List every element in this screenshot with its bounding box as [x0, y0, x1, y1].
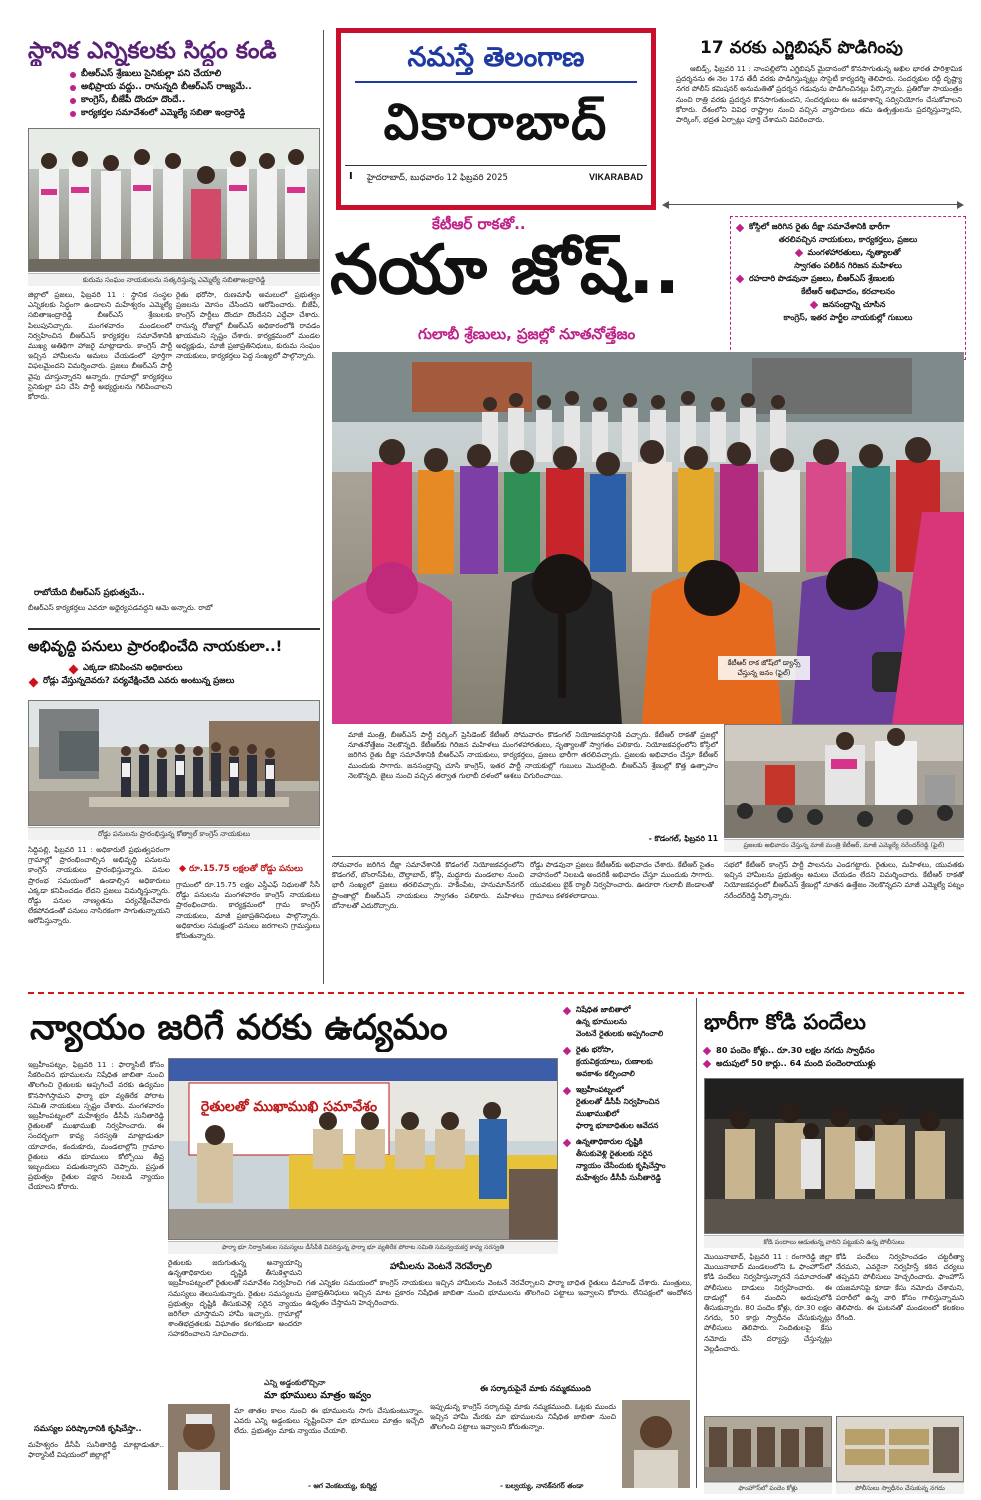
lead-bottom-col2: రోడ్డు పొడవునా ప్రజలు కేటీఆర్‌కు అభివాదం చేశారు. కేటీఆర్ సైతం వాహనంలో నిలబడి అందరికీ అభివాదం చేస్తూ ముందుకు సాగారు. యువకులు బైక్ ర్యాలీ నిర్వహించారు. ఊరూరా గులాబీ జెండాలతో గ్రామాలు కళకళలాడాయి. — [530, 860, 714, 900]
bullet-continuation: స్వాగతం పలికిన గిరిజన మహిళలు — [794, 261, 902, 270]
lead-bottom-col3: సభలో కేటీఆర్ కాంగ్రెస్ పార్టీ పాలనను ఎండగట్టారు. రైతులు, మహిళలు, యువతకు ఇచ్చిన హామీలను ప్రభుత్వం అమలు చేయడం లేదని విమర్శించారు. కేటీఆర్ రాకతో నియోజకవర్గంలో బీఆర్ఎస్ శ్రేణుల్లో నూతన ఉత్తేజం నెలకొన్నదని మాజీ ఎమ్మెల్యే పట్నం నరేందర్‌రెడ్డి పేర్కొన్నారు. — [724, 860, 964, 900]
bullet-diamond-icon — [563, 1007, 571, 1015]
dev-story-photo-caption: రోడ్డు పనులను ప్రారంభిస్తున్న కోత్వాల్ కాంగ్రెస్ నాయకులు — [28, 827, 320, 840]
bullet-continuation: వెంటనే రైతులకు అప్పగించాలి — [576, 1029, 664, 1038]
lead-side-photo-caption: ప్రజలకు అభివాదం చేస్తున్న మాజీ మంత్రి కేటీఆర్, మాజీ ఎమ్మెల్యే నరేందర్‌రెడ్డి (ఫైల్) — [724, 839, 964, 852]
bullet-item: కోస్గిలో జరిగిన రైతు దీక్షా సమావేశానికి భారీగా — [737, 221, 959, 233]
cash-photo — [837, 1417, 964, 1482]
farmer-portrait-2 — [622, 1400, 690, 1488]
bullet-continuation: అవకాశం కల్పించాలి — [576, 1069, 635, 1078]
group-felicitation-photo — [29, 129, 320, 272]
bullet-item: ఎక్కడా కనిపించని అధికారులు — [70, 662, 320, 675]
bullet-diamond-icon — [703, 1047, 711, 1055]
quote-kicker: ఈ సర్కారుపైనే మాకు నమ్మకముంది — [480, 1384, 591, 1393]
right-top-headline: 17 వరకు ఎగ్జిబిషన్ పొడిగింపు — [700, 38, 903, 58]
bullet-dot-icon — [70, 111, 76, 117]
bullet-item: రోడ్లు వేస్తున్నదెవరు? పర్యవేక్షించేది ఎవరు అంటున్న ప్రజలు — [30, 675, 320, 688]
lead-main-photo — [332, 352, 964, 724]
lead-bottom-col1: సోమవారం జరిగిన దీక్షా సమావేశానికి కొడంగల్ నియోజకవర్గంలోని కొడంగల్, బొంరాస్‌పేట, దౌల్తాబాద్, కోస్గి, మద్దూరు మండలాల నుంచి భారీ సంఖ్యలో ప్రజలు తరలివచ్చారు. హకీంపేట, హనుమాన్‌నగర్ ప్రాంతాల్లో బీఆర్ఎస్ నాయకులు స్వాగతం పలికారు. మహిళలు బోనాలతో ఎదురొచ్చారు. — [332, 860, 524, 910]
bullet-item: ఇబ్రహీంపట్నంలో — [564, 1084, 690, 1096]
bullet-diamond-icon — [736, 224, 744, 232]
bullet-item: మంగళహారతులు, నృత్యాలతో — [737, 246, 959, 259]
cock-headline: భారీగా కోడి పందేలు — [704, 1010, 866, 1034]
lead-bullets-box — [730, 216, 966, 360]
bullet-item: రైతు భరోసా, — [564, 1044, 690, 1056]
bullet-continuation: రైతులతో డీసీపీ నిర్వహించిన — [576, 1097, 660, 1106]
farmer-portrait-1 — [168, 1404, 230, 1490]
arrow-divider — [662, 201, 964, 209]
left-story-subhead: రాబోయేది బీఆర్ఎస్ ప్రభుత్వమే.. — [34, 588, 145, 598]
bullet-diamond-icon — [29, 678, 39, 688]
left-story-photo — [28, 128, 320, 272]
lead-subtitle: గులాబీ శ్రేణులు, ప్రజల్లో నూతనోత్తేజం — [418, 325, 636, 343]
bullet-continuation: కేటీఆర్ అభివాదం, కరచాలనం — [801, 287, 895, 296]
quote-box-1 — [168, 1378, 424, 1494]
cock-photo-caption: కోడి పందాలు ఆడుతున్న వారిని పట్టుకుని ఉన్న పోలీసులు — [704, 1235, 964, 1248]
masthead-dateline: హైదరాబాద్, బుధవారం 12 ఫిబ్రవరి 2025 — [367, 173, 508, 183]
lead-side-photo — [724, 724, 964, 838]
bullet-item: నిషేధిత జాబితాలో — [564, 1004, 690, 1016]
left-story-bullets — [70, 68, 320, 120]
left-story-body-col1: జిల్లాలో ప్రజలు, ఫిబ్రవరి 11 : స్థానిక సంస్థల ఎన్నికలకు సిద్ధంగా ఉండాలని మహేశ్వరం ఎమ్మెల్యే సబితాఇంద్రారెడ్డి బీఆర్ఎస్ శ్రేణులకు పిలుపునిచ్చారు. మంగళవారం మండలంలో నిర్వహించిన బీఆర్ఎస్ కార్యకర్తల సమావేశానికి ముఖ్య అతిథిగా హాజరై మాట్లాడారు. కాంగ్రెస్ పార్టీ ఇచ్చిన హామీలను అమలు చేయడంలో పూర్తిగా విఫలమైందని విమర్శించారు. ప్రజలు బీఆర్ఎస్ పార్టీ వైపు చూస్తున్నారని అన్నారు. గ్రామాల్లో కార్యకర్తలు సైనికుల్లా పని చేసి పార్టీ అభ్యర్థులను గెలిపించాలని కోరారు. — [28, 290, 172, 402]
left-story-body-end: బీఆర్ఎస్ కార్యకర్తలు ఎవరూ అధైర్యపడవద్దని ఆమె అన్నారు. రాబో — [28, 603, 213, 612]
bullet-diamond-icon — [563, 1087, 571, 1095]
justice-bullets-box — [562, 1000, 692, 1270]
bullet-continuation: ఉన్న భూములను — [576, 1017, 627, 1026]
bullet-diamond-icon — [794, 249, 802, 257]
cock-photo-2 — [704, 1416, 832, 1482]
justice-body-col3: గత ఎన్నికల సమయంలో కాంగ్రెస్ నాయకులు ఇచ్చిన హామీలను వెంటనే నెరవేర్చాలని ఫార్మా బాధిత రైతులు డిమాండ్ చేశారు. మంత్రులు, ప్రజాప్రతినిధులు ఇచ్చిన మాట ప్రకారం నిషేధిత జాబితా నుంచి భూములను తొలగించి పట్టాలు ఇవ్వాలని కోరారు. లేనిపక్షంలో ఆందోళన ఉధృతం చేస్తామని హెచ్చరించారు. — [306, 1278, 692, 1308]
bullet-diamond-icon — [179, 865, 186, 872]
left-story-headline: స్థానిక ఎన్నికలకు సిద్ధం కండి — [28, 38, 277, 64]
bullet-diamond-icon — [736, 275, 744, 283]
quote-text: ఇప్పుడున్న కాంగ్రెస్ సర్కారుపై మాకు నమ్మకముంది. ఓట్లకు ముందు ఇచ్చిన హామీ మేరకు మా భూములను నిషేధిత జాబితా నుంచి తొలగించి పట్టాలు ఇవ్వాలని కోరుతున్నాం. — [430, 1402, 616, 1432]
bullet-continuation: కాంగ్రెస్, ఇతర పార్టీల నాయకుల్లో గుబులు — [783, 313, 913, 322]
quote-title: మా భూములు మాత్రం ఇవ్వం — [264, 1390, 372, 1401]
dev-story-bullets — [43, 662, 320, 688]
lead-kicker: కేటీఆర్ రాకతో.. — [432, 215, 526, 233]
lead-byline: - కొడంగల్, ఫిబ్రవరి 11 — [648, 834, 718, 843]
bullet-diamond-icon — [69, 665, 79, 675]
bullet-continuation: తరలివచ్చిన నాయకులు, కార్యకర్తలు, ప్రజలు — [778, 235, 918, 244]
quote-kicker: ఎన్ని అడ్డంకులొచ్చినా — [264, 1378, 326, 1387]
bullet-diamond-icon — [563, 1139, 571, 1147]
dancing-crowd-photo — [332, 352, 964, 724]
masthead-edition-en: VIKARABAD — [589, 172, 643, 182]
bullet-item: జనసంద్రాన్ని చూసిన — [737, 298, 959, 311]
roosters-photo — [705, 1417, 832, 1482]
bullet-item: అదుపులో 50 కార్లు.. 64 మంది పందెంరాయుళ్లు — [704, 1057, 966, 1070]
quote-byline: - బల్వయ్య, నానక్‌నగర్ తండా — [500, 1482, 584, 1490]
dev-story-body-col1: సిద్దిపల్లి, ఫిబ్రవరి 11 : అధికారులే ప్రభుత్వపరంగా గ్రామాల్లో ప్రారంభించాల్సిన అభివృద్ధి పనులను కాంగ్రెస్ నాయకులు ప్రారంభిస్తున్నారు. పనుల ప్రారంభ సమయంలో ఉండాల్సిన అధికారులు ఎక్కడా కనిపించడం లేదని ప్రజలు విమర్శిస్తున్నారు. రోడ్డు పనుల నాణ్యతను పర్యవేక్షించేవారు లేకపోవడంతో పనులు నాసిరకంగా సాగుతున్నాయని ఆరోపిస్తున్నారు. — [28, 845, 170, 926]
bullet-continuation: క్రయవిక్రయాలు, రుణాలకు — [576, 1057, 653, 1066]
justice-banner-text: రైతులతో ముఖాముఖి సమావేశం — [200, 1099, 378, 1115]
bullet-item: బీఆర్ఎస్ శ్రేణులు సైనికుల్లా పని చేయాలి — [70, 68, 320, 81]
cock-photo-3-caption: పోలీసులు స్వాధీనం చేసుకున్న నగదు — [836, 1482, 964, 1494]
bullet-diamond-icon — [809, 301, 817, 309]
cock-photo-3 — [836, 1416, 964, 1482]
lead-headline: నయా జోష్.. — [330, 231, 680, 310]
bullet-continuation: ఫార్మా భూబాధితుల ఆవేదన — [576, 1121, 659, 1130]
bullet-diamond-icon — [703, 1060, 711, 1068]
justice-photo — [168, 1058, 558, 1240]
cock-photo — [704, 1078, 964, 1234]
lead-body-intro: మాజీ మంత్రి, బీఆర్ఎస్ పార్టీ వర్కింగ్ ప్రెసిడెంట్ కేటీఆర్ సోమవారం కొడంగల్ నియోజకవర్గానికి వచ్చారు. కేటీఆర్ రాకతో ప్రజల్లో నూతనోత్తేజం నెలకొన్నది. కేటీఆర్‌కు గిరిజన మహిళలు మంగళహారతులు, నృత్యాలతో స్వాగతం పలికారు. నియోజకవర్గంలోని కోస్గిలో జరిగిన రైతు దీక్షా సమావేశానికి బీఆర్ఎస్ నాయకులు, కార్యకర్తలు, ప్రజలు భారీగా తరలివచ్చారు. ప్రజలకు అభివాదం చేస్తూ కేటీఆర్ ముందుకు సాగారు. జనసంద్రాన్ని చూసి కాంగ్రెస్, ఇతర పార్టీ నాయకుల్లో గుబులు మొదలైంది. బీఆర్ఎస్ శ్రేణుల్లో కొత్త ఉత్సాహం నెలకొన్నది. జైలు నుంచి వచ్చిన తర్వాత గులాబీ దళంలో ఆశలు చిగురించాయి. — [348, 730, 718, 780]
ktr-greeting-photo — [725, 725, 964, 838]
bullet-continuation: ముఖాముఖిలో — [576, 1109, 620, 1118]
police-raid-photo — [705, 1079, 964, 1234]
bullet-item: కాంగ్రెస్, బీజేపీ దొందూ దొందే.. — [70, 94, 320, 107]
bullet-item: 80 పందెం కోళ్లు.. రూ.30 లక్షల నగదు స్వాధీనం — [704, 1044, 966, 1057]
bullet-diamond-icon — [563, 1047, 571, 1055]
justice-headline: న్యాయం జరిగే వరకు ఉద్యమం — [30, 1008, 448, 1048]
left-story-photo-caption: కురుమ సంఘం నాయకులను సత్కరిస్తున్న ఎమ్మెల్యే సబితాఇంద్రారెడ్డి — [28, 273, 320, 286]
cock-body-col1: మొయినాబాద్, ఫిబ్రవరి 11 : రంగారెడ్డి జిల్లా మొయినాబాద్ మండలంలోని ఓ ఫాంహౌస్‌లో కోడి పందేలు నిర్వహిస్తున్నారనే సమాచారంతో పోలీసులు దాడులు నిర్వహించారు. ఈ దాడుల్లో 64 మందిని అదుపులోకి తీసుకున్నారు. 80 పందెం కోళ్లు, రూ.30 లక్షల నగదు, 50 కార్లు స్వాధీనం చేసుకున్నట్లు పోలీసులు తెలిపారు. నిందితులపై కేసు నమోదు చేసి దర్యాప్తు చేస్తున్నట్లు వెల్లడించారు. — [704, 1252, 832, 1353]
bullet-dot-icon — [70, 72, 76, 78]
left-story-body-col2: రైతు భరోసా, రుణమాఫీ అమలులో ప్రభుత్వం ప్రజలను మోసం చేసిందని ఆరోపించారు. బీజేపీ, కాంగ్రెస్ పార్టీలు దొందూ దొందేనని ఎద్దేవా చేశారు. రానున్న రోజుల్లో బీఆర్ఎస్ అధికారంలోకి రావడం ఖాయమని స్పష్టం చేశారు. కార్యక్రమంలో మండల అధ్యక్షుడు, మాజీ ప్రజాప్రతినిధులు, కురుమ సంఘం నాయకులు, కార్యకర్తలు పెద్ద సంఖ్యలో పాల్గొన్నారు. — [176, 290, 320, 361]
masthead-paper-name: నమస్తే తెలంగాణ — [407, 42, 585, 73]
cock-body-col2: కోడి పందేలు నిర్వహించడం చట్టరీత్యా నేరమని, ఎవరైనా నిర్వహిస్తే కఠిన చర్యలు తప్పవని పోలీసులు హెచ్చరించారు. ఫాంహౌస్ యజమానిపై కూడా కేసు నమోదు చేశామని, పరారీలో ఉన్న వారి కోసం గాలిస్తున్నామని తెలిపారు. ఈ ఘటనతో మండలంలో కలకలం రేగింది. — [836, 1252, 964, 1323]
bullet-dot-icon — [70, 98, 76, 104]
bullet-item: రహదారి పొడవునా ప్రజలు, బీఆర్ఎస్ శ్రేణులకు — [737, 272, 959, 285]
dev-story-photo — [28, 700, 320, 826]
bullet-continuation: తీసుకువెళ్లి రైతులకు సరైన — [576, 1149, 653, 1158]
bullet-item: అభిప్రాయ వద్దు.. రానున్నది బీఆర్ఎస్ రాజ్యమే.. — [70, 81, 320, 94]
lead-photo-overlay-caption: కేటీఆర్ రాక జోష్‌లో డ్యాన్స్ చేస్తున్న జనం (ఫైల్) — [718, 656, 810, 680]
dev-story-subhead: రూ.15.75 లక్షలతో రోడ్డు పనులు — [176, 864, 320, 876]
bullet-continuation: న్యాయం చేసేందుకు కృషిచేస్తాం — [576, 1161, 666, 1170]
justice-subhead-mid: హామీలను వెంటనే నెరవేర్చాలి — [390, 1262, 492, 1272]
right-top-body: ఆబిడ్స్, ఫిబ్రవరి 11 : నాంపల్లిలోని ఎగ్జిబిషన్ మైదానంలో కొనసాగుతున్న అఖిల భారత పారిశ్రామిక ప్రదర్శనను ఈ నెల 17వ తేదీ వరకు పొడిగిస్తున్నట్లు సొసైటీ కార్యదర్శి తెలిపారు. సందర్శకుల రద్దీ దృష్ట్యా నగర పోలీస్ కమిషనర్ అనుమతితో ప్రదర్శన గడువును పొడిగించినట్లు పేర్కొన్నారు. ప్రతిరోజు సాయంత్రం నుంచి రాత్రి వరకు ప్రదర్శన కొనసాగుతుందని, సందర్శకులు ఈ అవకాశాన్ని సద్వినియోగం చేసుకోవాలని కోరారు. దేశంలోని వివిధ రాష్ట్రాల నుంచి వచ్చిన వ్యాపారులు తమ ఉత్పత్తులను ప్రదర్శిస్తున్నారని, పార్కింగ్, భద్రత ఏర్పాట్లు పూర్తి చేశామని వివరించారు. — [676, 64, 962, 125]
justice-body-end: మహేశ్వరం డీసీపీ సునీతారెడ్డి మాట్లాడుతూ.. ఫార్మాసిటీ విషయంలో జిల్లాల్లో — [28, 1440, 164, 1460]
cock-bullets — [704, 1044, 966, 1070]
quote-text: మా తాతల కాలం నుంచి ఈ భూములను సాగు చేసుకుంటున్నాం. ఎవరు ఎన్ని అడ్డంకులు సృష్టించినా మా భూములు మాత్రం ఇచ్చేది లేదు. ప్రభుత్వం మాకు న్యాయం చేయాలి. — [234, 1406, 424, 1436]
justice-subhead: సమస్యల పరిష్కారానికి కృషిచేస్తా.. — [34, 1424, 142, 1433]
dev-story-headline: అభివృద్ధి పనులు ప్రారంభించేది నాయకులా..! — [28, 639, 283, 655]
bullet-dot-icon — [70, 85, 76, 91]
section-divider — [28, 992, 964, 994]
dcp-meeting-photo — [169, 1059, 558, 1240]
masthead — [336, 28, 656, 210]
justice-body-col1: ఇబ్రహీంపట్నం, ఫిబ్రవరి 11 : ఫార్మాసిటీ కోసం సేకరించిన భూములను నిషేధిత జాబితా నుంచి తొలగించి రైతులకు అప్పగించే వరకు ఉద్యమం కొనసాగిస్తామని ఫార్మా భూ వ్యతిరేక పోరాట సమితి నాయకులు స్పష్టం చేశారు. మంగళవారం ఇబ్రహీంపట్నంలో మహేశ్వరం డీసీపీ సునీతారెడ్డి రైతులతో ముఖాముఖి నిర్వహించారు. ఈ సందర్భంగా కావ్య సరస్వతి మాట్లాడుతూ యాచారం, కందుకూరు, మండలాల్లోని గ్రామాల రైతులు తమ భూములు కోల్పోయి తీవ్ర ఇబ్బందులు పడుతున్నారని చెప్పారు. ప్రస్తుత ప్రభుత్వం రైతుల పక్షాన నిలబడి న్యాయం చేయాలని కోరారు. — [28, 1060, 164, 1192]
cock-photo-2-caption: ఫాంహౌస్‌లో పందెం కోళ్లు — [704, 1482, 832, 1494]
masthead-edition-mark: I — [349, 171, 353, 182]
justice-photo-caption: ఫార్మా భూ నిర్వాసితుల సమస్యలు డీసీపీకి వివరిస్తున్న ఫార్మా భూ వ్యతిరేక పోరాట సమితి సమన్వయకర్త కావ్య సరస్వతి — [168, 1241, 558, 1254]
quote-byline: - ఆగ వెంకటయ్య, కుర్మిద్ద — [308, 1482, 377, 1490]
bullet-item: కార్యకర్తల సమావేశంలో ఎమ్మెల్యే సబితా ఇంద్రారెడ్డి — [70, 107, 320, 120]
quote-box-2 — [430, 1378, 692, 1494]
bullet-continuation: మహేశ్వరం డీసీపీ సునీతారెడ్డి — [576, 1173, 661, 1182]
dev-story-body-col2: గ్రామంలో రూ.15.75 లక్షల ఎస్డీఎఫ్ నిధులతో సీసీ రోడ్డు పనులను మంగళవారం కాంగ్రెస్ నాయకులు ప్రారంభించారు. కార్యక్రమంలో గ్రామ కాంగ్రెస్ నాయకులు, మాజీ ప్రజాప్రతినిధులు పాల్గొన్నారు. అధికారుల సమక్షంలో పనులు జరగాలని గ్రామస్తులు కోరుతున్నారు. — [176, 880, 320, 941]
road-works-photo — [29, 701, 320, 826]
masthead-district: వికారాబాద్ — [383, 93, 609, 151]
justice-body-col2: రైతులకు జరుగుతున్న అన్యాయాన్ని ఉన్నతాధికారుల దృష్టికి తీసుకెళ్తామని ఇబ్రహీంపట్నంలో రైతులతో సమావేశం నిర్వహించి సమస్యలు తెలుసుకున్నారు. రైతుల సమస్యలను ప్రభుత్వం దృష్టికి తీసుకువెళ్లి సరైన న్యాయం జరిగేలా చూస్తామని హామీ ఇచ్చారు. గ్రామాల్లో శాంతిభద్రతలకు విఘాతం కలగకుండా అందరూ సహకరించాలని సూచించారు. — [168, 1258, 302, 1339]
bullet-item: ఉన్నతాధికారుల దృష్టికి — [564, 1136, 690, 1148]
